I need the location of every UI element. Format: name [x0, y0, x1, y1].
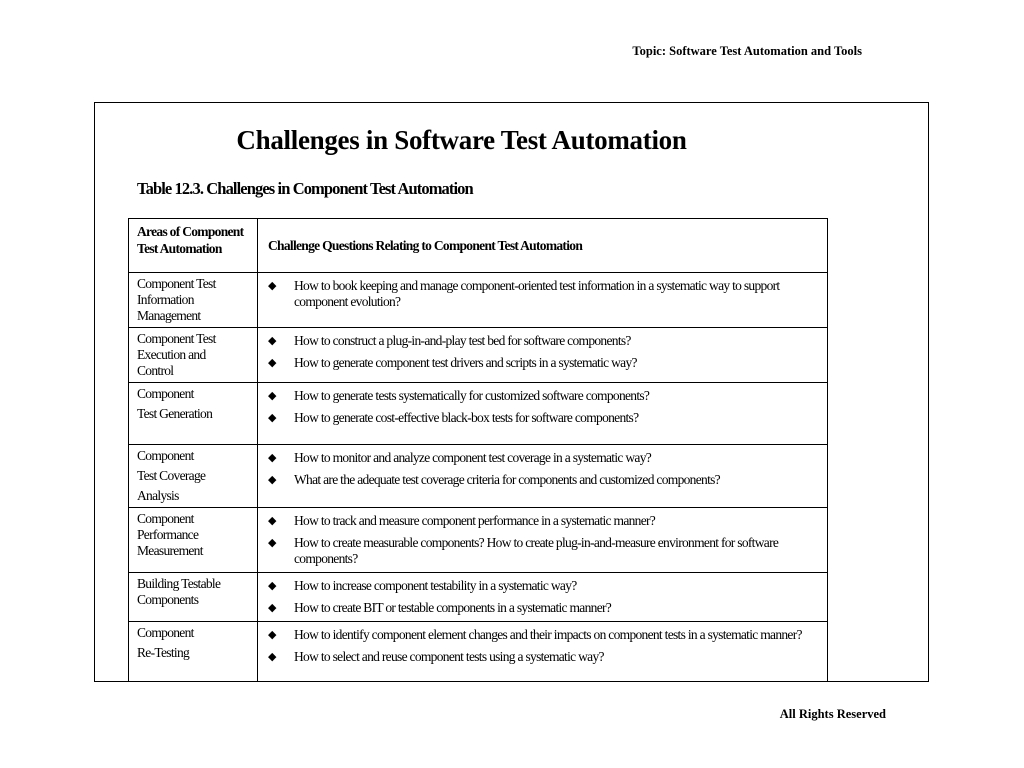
questions-cell	[258, 383, 828, 445]
question-text: What are the adequate test coverage criteria for components and customized components?	[294, 472, 720, 487]
area-line: Component Test	[137, 276, 216, 291]
area-line: Component	[137, 625, 194, 640]
table-body	[129, 273, 828, 682]
questions-cell	[258, 622, 828, 682]
question-item	[268, 472, 819, 488]
table-header-row	[129, 219, 828, 273]
area-line: Information	[137, 292, 194, 307]
table-row	[129, 445, 828, 508]
diamond-bullet-icon: ◆	[268, 580, 276, 592]
table-row	[129, 383, 828, 445]
question-list	[266, 278, 819, 310]
area-cell	[129, 445, 258, 508]
area-line: Component	[137, 511, 194, 526]
area-line: Execution and	[137, 347, 206, 362]
question-item	[268, 450, 819, 466]
area-line: Component	[137, 448, 194, 463]
question-item	[268, 600, 819, 616]
area-line: Component Test	[137, 331, 216, 346]
question-text: How to create measurable components? How to create plug-in-and-measure environment for software components?	[294, 535, 779, 566]
table-row	[129, 328, 828, 383]
topic-header: Topic: Software Test Automation and Tools	[632, 44, 862, 58]
question-text: How to track and measure component performance in a systematic manner?	[294, 513, 656, 528]
area-line: Re-Testing	[137, 645, 190, 660]
question-text: How to book keeping and manage component-oriented test information in a systematic way to support component evolution?	[294, 278, 780, 309]
question-text: How to identify component element changes and their impacts on component tests in a systematic manner?	[294, 627, 802, 642]
area-line: Management	[137, 308, 201, 323]
challenges-table	[128, 218, 828, 682]
area-line: Control	[137, 363, 174, 378]
question-item	[268, 513, 819, 529]
questions-cell	[258, 508, 828, 573]
area-cell	[129, 508, 258, 573]
area-line: Building Testable	[137, 576, 221, 591]
question-text: How to monitor and analyze component test coverage in a systematic way?	[294, 450, 652, 465]
table-caption: Table 12.3. Challenges in Component Test Automation	[137, 179, 473, 198]
question-list	[266, 388, 819, 426]
diamond-bullet-icon: ◆	[268, 390, 276, 402]
question-item	[268, 410, 819, 426]
question-item	[268, 535, 819, 567]
question-item	[268, 278, 819, 310]
diamond-bullet-icon: ◆	[268, 280, 276, 292]
area-cell	[129, 328, 258, 383]
area-line: Component	[137, 386, 194, 401]
question-text: How to generate component test drivers and scripts in a systematic way?	[294, 355, 637, 370]
diamond-bullet-icon: ◆	[268, 452, 276, 464]
area-cell	[129, 383, 258, 445]
area-line: Analysis	[137, 488, 179, 503]
question-item	[268, 649, 819, 665]
question-text: How to construct a plug-in-and-play test bed for software components?	[294, 333, 631, 348]
diamond-bullet-icon: ◆	[268, 515, 276, 527]
question-item	[268, 388, 819, 404]
diamond-bullet-icon: ◆	[268, 474, 276, 486]
header-questions: Challenge Questions Relating to Component Test Automation	[258, 219, 828, 273]
diamond-bullet-icon: ◆	[268, 602, 276, 614]
area-cell	[129, 273, 258, 328]
diamond-bullet-icon: ◆	[268, 537, 276, 549]
question-list	[266, 627, 819, 665]
question-list	[266, 333, 819, 371]
questions-cell	[258, 573, 828, 622]
header-areas: Areas of Component Test Automation	[129, 219, 258, 273]
area-line: Test Coverage	[137, 468, 206, 483]
diamond-bullet-icon: ◆	[268, 357, 276, 369]
question-text: How to select and reuse component tests using a systematic way?	[294, 649, 604, 664]
slide-title: Challenges in Software Test Automation	[236, 125, 687, 155]
slide-frame	[94, 102, 929, 682]
question-item	[268, 333, 819, 349]
question-list	[266, 450, 819, 488]
question-text: How to generate cost-effective black-box tests for software components?	[294, 410, 639, 425]
question-list	[266, 578, 819, 616]
area-cell	[129, 622, 258, 682]
diamond-bullet-icon: ◆	[268, 629, 276, 641]
table-row	[129, 573, 828, 622]
question-item	[268, 355, 819, 371]
questions-cell	[258, 328, 828, 383]
table-row	[129, 508, 828, 573]
questions-cell	[258, 273, 828, 328]
question-text: How to generate tests systematically for customized software components?	[294, 388, 650, 403]
question-text: How to increase component testability in a systematic way?	[294, 578, 577, 593]
question-text: How to create BIT or testable components in a systematic manner?	[294, 600, 612, 615]
diamond-bullet-icon: ◆	[268, 412, 276, 424]
table-row	[129, 273, 828, 328]
area-line: Components	[137, 592, 199, 607]
questions-cell	[258, 445, 828, 508]
area-line: Performance	[137, 527, 199, 542]
table-row	[129, 622, 828, 682]
question-item	[268, 578, 819, 594]
area-line: Measurement	[137, 543, 203, 558]
area-cell	[129, 573, 258, 622]
footer-rights: All Rights Reserved	[779, 707, 886, 721]
question-item	[268, 627, 819, 643]
area-line: Test Generation	[137, 406, 213, 421]
diamond-bullet-icon: ◆	[268, 335, 276, 347]
diamond-bullet-icon: ◆	[268, 651, 276, 663]
question-list	[266, 513, 819, 567]
